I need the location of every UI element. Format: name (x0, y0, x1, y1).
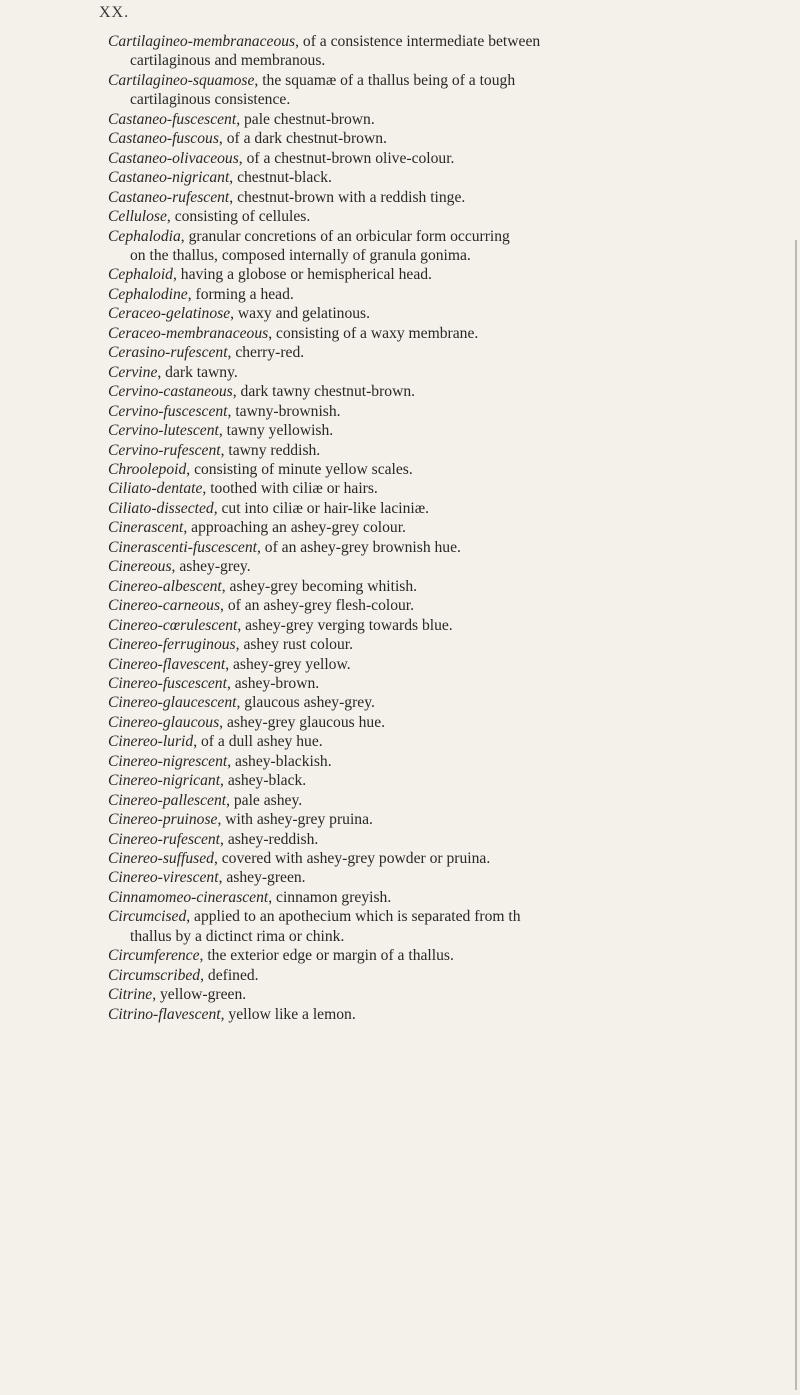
entry-term: Castaneo-fuscescent (108, 110, 237, 128)
entry-term: Castaneo-olivaceous (108, 149, 239, 167)
entry-term: Cinereo-albescent (108, 577, 222, 595)
entry-definition: consisting of a waxy membrane. (276, 324, 479, 342)
entry-term: Cinereo-fuscescent (108, 674, 227, 692)
entry-term: Cinereo-carneous (108, 597, 221, 615)
entry-term: Cervino-rufescent (108, 441, 221, 459)
entry-term: Ciliato-dissected (108, 499, 214, 517)
entry-definition: applied to an apothecium which is separated from th (194, 908, 521, 926)
page-edge-shadow (795, 240, 797, 1390)
entry-term: Cinereo-lurid (108, 733, 194, 751)
entry-term: Cervino-fuscescent (108, 402, 228, 420)
entry-definition: ashey-grey yellow. (233, 655, 351, 673)
entry-definition: ashey-grey verging towards blue. (245, 616, 453, 634)
entry-definition: ashey rust colour. (243, 636, 354, 654)
entry-definition: forming a head. (195, 285, 294, 303)
glossary-entry: Cinerascent, approaching an ashey-grey colour. (108, 519, 406, 537)
glossary-entry: Citrine, yellow-green. (108, 986, 247, 1004)
entry-definition: toothed with ciliæ or hairs. (210, 480, 378, 498)
entry-definition: ashey-blackish. (235, 752, 332, 770)
glossary-entries (108, 32, 778, 1024)
glossary-entry: Cerasino-rufescent, cherry-red. (108, 344, 305, 362)
entry-definition: ashey-grey. (179, 558, 251, 576)
entry-term: Cervine (108, 363, 158, 381)
entry-term: Circumscribed (108, 966, 201, 984)
glossary-entry: Cephalodia, granular concretions of an orbicular form occurring on the thallus, composed internally of granula gonima. (108, 227, 510, 264)
entry-term: Citrino-flavescent (108, 1005, 221, 1023)
entry-definition: the squamæ of a thallus being of a tough (262, 71, 516, 89)
glossary-entry: Cartilagineo-squamose, the squamæ of a thallus being of a tough cartilaginous consistence. (108, 71, 516, 109)
glossary-entry: Castaneo-rufescent, chestnut-brown with a reddish tinge. (108, 188, 466, 206)
entry-definition: granular concretions of an orbicular form occurring (188, 227, 510, 245)
entry-term: Cephaloid (108, 266, 173, 284)
entry-definition: cinnamon greyish. (276, 888, 392, 906)
entry-definition: ashey-black. (227, 772, 307, 790)
glossary-entry: Castaneo-fuscous, of a dark chestnut-brown. (108, 130, 387, 148)
glossary-entry: Cinereo-fuscescent, ashey-brown. (108, 674, 320, 692)
entry-term: Cervino-lutescent (108, 422, 219, 440)
glossary-entry: Castaneo-nigricant, chestnut-black. (108, 169, 332, 187)
entry-definition: pale chestnut-brown. (243, 110, 375, 128)
entry-term: Ciliato-dentate (108, 480, 203, 498)
entry-term: Circumference (108, 947, 200, 965)
entry-term: Cinereo-nigricant (108, 772, 221, 790)
entry-definition: having a globose or hemispherical head. (180, 266, 432, 284)
entry-term: Cinereo-flavescent (108, 655, 226, 673)
entry-definition: waxy and gelatinous. (237, 305, 371, 323)
entry-term: Cinereous (108, 558, 172, 576)
entry-term: Cinereo-pruinose (108, 811, 218, 829)
glossary-entry: Cellulose, consisting of cellules. (108, 208, 311, 226)
entry-term: Castaneo-fuscous (108, 130, 219, 148)
entry-term: Cartilagineo-membranaceous (108, 33, 296, 50)
entry-definition: defined. (207, 966, 259, 984)
entry-definition: tawny reddish. (228, 441, 321, 459)
glossary-entry: Chroolepoid, consisting of minute yellow scales. (108, 460, 413, 478)
entry-term: Cellulose (108, 208, 167, 226)
glossary-entry: Cinereo-flavescent, ashey-grey yellow. (108, 655, 351, 673)
entry-definition: ashey-grey becoming whitish. (229, 577, 418, 595)
entry-term: Cinereo-rufescent (108, 830, 221, 848)
entry-term: Ceraceo-membranaceous (108, 324, 269, 342)
entry-term: Cinerascenti-fuscescent (108, 538, 257, 556)
entry-term: Citrine (108, 986, 153, 1004)
entry-term: Cinereo-virescent (108, 869, 219, 887)
entry-definition: cut into ciliæ or hair-like laciniæ. (221, 499, 430, 517)
glossary-entry: Cervino-fuscescent, tawny-brownish. (108, 402, 341, 420)
entry-definition: the exterior edge or margin of a thallus. (207, 947, 454, 965)
entry-definition: ashey-reddish. (227, 830, 319, 848)
entry-definition: dark tawny chestnut-brown. (240, 383, 416, 401)
glossary-entry: Cinnamomeo-cinerascent, cinnamon greyish. (108, 888, 392, 906)
entry-definition: of a dark chestnut-brown. (226, 130, 387, 148)
entry-definition: of a consistence intermediate between (302, 33, 541, 50)
entry-definition: glaucous ashey-grey. (244, 694, 375, 712)
entry-term: Cinereo-nigrescent (108, 752, 228, 770)
glossary-entry: Cinereo-pallescent, pale ashey. (108, 791, 303, 809)
entry-definition-continued: cartilaginous consistence. (130, 91, 291, 109)
glossary-entry: Cinereo-nigrescent, ashey-blackish. (108, 752, 332, 770)
entry-definition: chestnut-black. (237, 169, 332, 187)
entry-term: Chroolepoid (108, 460, 187, 478)
entry-definition-continued: on the thallus, composed internally of granula gonima. (130, 246, 471, 264)
entry-definition-continued: thallus by a dictinct rima or chink. (130, 927, 345, 945)
entry-term: Cephalodine (108, 285, 188, 303)
entry-term: Cinereo-pallescent (108, 791, 227, 809)
entry-term: Cinereo-ferruginous (108, 636, 236, 654)
glossary-entry: Cervino-castaneous, dark tawny chestnut-brown. (108, 383, 416, 401)
entry-term: Cinereo-cœrulescent (108, 616, 238, 634)
glossary-entry: Cinereo-albescent, ashey-grey becoming whitish. (108, 577, 418, 595)
entry-definition: pale ashey. (233, 791, 303, 809)
entry-definition: ashey-green. (226, 869, 306, 887)
entry-term: Cervino-castaneous (108, 383, 233, 401)
entry-definition: with ashey-grey pruina. (225, 811, 373, 829)
glossary-entry: Cinereo-pruinose, with ashey-grey pruina. (108, 811, 373, 829)
entry-term: Cinereo-glaucescent (108, 694, 237, 712)
entry-definition: of a chestnut-brown olive-colour. (246, 149, 455, 167)
glossary-entry: Circumference, the exterior edge or margin of a thallus. (108, 947, 454, 965)
entry-term: Cerasino-rufescent (108, 344, 228, 362)
glossary-entry: Cinereous, ashey-grey. (108, 558, 251, 576)
glossary-entry: Cinereo-rufescent, ashey-reddish. (108, 830, 319, 848)
glossary-entry: Ciliato-dissected, cut into ciliæ or hair-like laciniæ. (108, 499, 430, 517)
glossary-entry: Cervino-rufescent, tawny reddish. (108, 441, 321, 459)
glossary-entry: Cinereo-nigricant, ashey-black. (108, 772, 307, 790)
entry-definition: dark tawny. (165, 363, 238, 381)
page-number: XX. (99, 4, 130, 21)
entry-term: Cephalodia (108, 227, 181, 245)
entry-term: Cartilagineo-squamose (108, 71, 255, 89)
glossary-entry: Castaneo-olivaceous, of a chestnut-brown olive-colour. (108, 149, 455, 167)
glossary-entry: Cephaloid, having a globose or hemispherical head. (108, 266, 432, 284)
entry-definition: of an ashey-grey flesh-colour. (227, 597, 415, 615)
entry-term: Cinereo-glaucous (108, 713, 220, 731)
entry-definition: of an ashey-grey brownish hue. (264, 538, 461, 556)
entry-definition: chestnut-brown with a reddish tinge. (237, 188, 466, 206)
glossary-entry: Cinereo-glaucous, ashey-grey glaucous hue. (108, 713, 386, 731)
glossary-entry: Cervine, dark tawny. (108, 363, 238, 381)
glossary-entry: Cervino-lutescent, tawny yellowish. (108, 422, 334, 440)
entry-definition-continued: cartilaginous and membranous. (130, 52, 326, 70)
glossary-entry: Cinereo-cœrulescent, ashey-grey verging towards blue. (108, 616, 453, 634)
glossary-entry: Cartilagineo-membranaceous, of a consistence intermediate between cartilaginous and membranous. (108, 33, 541, 70)
entry-definition: tawny yellowish. (226, 422, 334, 440)
entry-definition: approaching an ashey-grey colour. (191, 519, 406, 537)
glossary-entry: Cinereo-virescent, ashey-green. (108, 869, 306, 887)
entry-definition: ashey-brown. (234, 674, 320, 692)
entry-definition: of a dull ashey hue. (200, 733, 323, 751)
entry-term: Cinerascent (108, 519, 184, 537)
glossary-entry: Ceraceo-gelatinose, waxy and gelatinous. (108, 305, 371, 323)
entry-term: Castaneo-nigricant (108, 169, 230, 187)
entry-term: Ceraceo-gelatinose (108, 305, 231, 323)
entry-definition: consisting of minute yellow scales. (194, 460, 413, 478)
glossary-entry: Cephalodine, forming a head. (108, 285, 294, 303)
entry-definition: covered with ashey-grey powder or pruina. (221, 850, 491, 868)
glossary-entry: Cinereo-carneous, of an ashey-grey flesh-colour. (108, 597, 415, 615)
entry-definition: tawny-brownish. (235, 402, 341, 420)
glossary-entry: Circumcised, applied to an apothecium which is separated from th thallus by a dictinct rima or chink. (108, 908, 521, 945)
entry-term: Cinereo-suffused (108, 850, 214, 868)
entry-term: Castaneo-rufescent (108, 188, 230, 206)
entry-definition: consisting of cellules. (174, 208, 311, 226)
glossary-entry: Cinereo-lurid, of a dull ashey hue. (108, 733, 323, 751)
glossary-entry: Cinereo-suffused, covered with ashey-grey powder or pruina. (108, 850, 491, 868)
glossary-entry: Cinereo-glaucescent, glaucous ashey-grey. (108, 694, 375, 712)
entry-definition: cherry-red. (235, 344, 305, 362)
entry-term: Circumcised (108, 908, 187, 926)
entry-definition: yellow-green. (159, 986, 247, 1004)
glossary-entry: Cinerascenti-fuscescent, of an ashey-grey brownish hue. (108, 538, 461, 556)
glossary-entry: Circumscribed, defined. (108, 966, 259, 984)
glossary-entry: Ciliato-dentate, toothed with ciliæ or hairs. (108, 480, 378, 498)
glossary-entry: Ceraceo-membranaceous, consisting of a waxy membrane. (108, 324, 479, 342)
glossary-entry: Citrino-flavescent, yellow like a lemon. (108, 1005, 356, 1023)
glossary-entry: Cinereo-ferruginous, ashey rust colour. (108, 636, 354, 654)
entry-definition: yellow like a lemon. (228, 1005, 356, 1023)
entry-term: Cinnamomeo-cinerascent (108, 888, 269, 906)
glossary-entry: Castaneo-fuscescent, pale chestnut-brown. (108, 110, 375, 128)
entry-definition: ashey-grey glaucous hue. (226, 713, 386, 731)
